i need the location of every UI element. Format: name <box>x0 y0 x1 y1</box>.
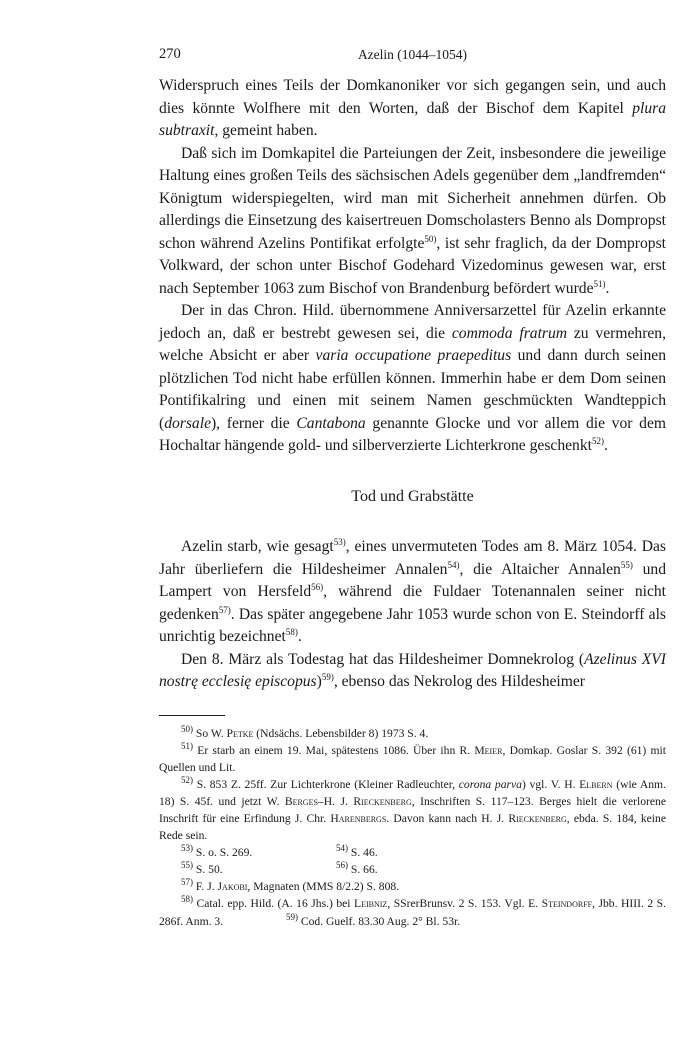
footnote-marker-59: 59) <box>286 911 298 922</box>
author-name: Harenbergs <box>330 811 387 825</box>
text-run: zu vermehren, welche Absicht er aber <box>159 324 667 364</box>
text-run: und dann durch seinen plötzlichen Tod nicht habe erfüllen können. Immerhin habe er dem Dom seinen Pontifikalring und einen mit seinem Namen geschmückten Wandteppich ( <box>159 347 667 432</box>
text-run: Den 8. März als Todestag hat das Hildesheimer Domnekrolog ( <box>181 650 585 668</box>
text-run: , ist sehr fraglich, da der Dompropst Volkward, der schon unter Bischof Godehard Vizedominus gewesen war, erst nach September 1063 zum Bischof von Brandenburg befördert wurde <box>159 234 666 297</box>
text-run: ) <box>316 673 322 690</box>
text-run: Catal. epp. Hild. (A. 16 Jhs.) bei <box>193 897 355 911</box>
section-title: Tod und Grabstätte <box>351 487 474 505</box>
author-name: Berges <box>284 794 318 808</box>
text-run: –H. J. <box>317 794 354 808</box>
footnote-marker: 57) <box>181 877 193 888</box>
footnote-ref-59[interactable]: 59) <box>321 671 334 682</box>
text-run: Azelin starb, wie gesagt <box>181 538 334 555</box>
text-run: , SSrerBrunsv. 2 S. 153. Vgl. E. <box>387 897 542 911</box>
text-run: S. 853 Z. 25ff. Zur Lichterkrone (Kleiner Radleuchter, <box>193 777 459 791</box>
text-run: , gemeint haben. <box>214 122 318 139</box>
footnote-marker: 50) <box>181 723 193 734</box>
footnote-marker: 55) <box>181 860 193 871</box>
page-header <box>159 46 666 66</box>
author-name: Steindorff <box>541 897 593 911</box>
text-run: So W. <box>193 726 227 740</box>
latin-phrase: commoda fratrum <box>451 324 568 342</box>
text-run: S. 46. <box>348 846 378 860</box>
text-run: S. 50. <box>193 863 223 877</box>
footnote-54 <box>336 844 378 861</box>
latin-phrase: Cantabona <box>296 414 366 432</box>
text-run: , ebenso das Nekrolog des Hildesheimer <box>333 673 585 690</box>
text-run: , ebda. S. 184, keine Rede sein. <box>159 811 666 843</box>
text-run: (wie Anm. 18) S. 45f. und jetzt W. <box>159 777 666 808</box>
author-name: Rieckenberg <box>353 794 412 808</box>
footnote-ref-57[interactable]: 57) <box>218 604 231 615</box>
text-run: . Das später angegebene Jahr 1053 wurde schon von E. Steindorff als unrichtig bezeichnet <box>159 605 666 645</box>
footnote-51 <box>159 742 666 776</box>
author-name: Petke <box>226 726 254 740</box>
main-text <box>159 75 666 694</box>
author-name: Jakobi <box>217 880 248 894</box>
text-run: . <box>605 279 610 297</box>
footnote-divider <box>159 715 225 716</box>
footnote-50 <box>159 725 666 742</box>
footnote-ref-58[interactable]: 58) <box>285 626 298 637</box>
footnote-53 <box>181 844 336 861</box>
text-run: , Domkap. Goslar S. 392 (61) mit Quellen und Lit. <box>159 743 666 774</box>
latin-phrase: Azelinus XVI nostrę ecclesię episcopus <box>159 650 667 690</box>
text-run: . <box>603 437 608 454</box>
footnote-marker: 58) <box>181 894 193 905</box>
paragraph-3 <box>159 300 666 458</box>
footnote-57 <box>159 878 666 895</box>
author-name: Elbern <box>579 777 613 791</box>
text-run: , Jbb. HIII. 2 S. 286f. Anm. 3. <box>159 897 667 928</box>
text-run: Daß sich im Domkapitel die Parteiungen der Zeit, insbesondere die jeweilige Haltung eines großen Teils des sächsischen Adels gegenüber dem „landfremden“ Königtum widerspiegelten, wird man mit Sicherheit annehmen dürfen. Ob allerdings die Einsetzung des kaisertreuen Domscholasters Benno als Dompropst schon während Azelins Pontifikat erfolgte <box>159 144 666 252</box>
text-run: ), ferner die <box>210 414 297 432</box>
text-run: ) vgl. V. H. <box>521 777 580 791</box>
footnote-marker: 54) <box>336 843 348 854</box>
text-run: Der in das Chron. Hild. übernommene Anniversarzettel für Azelin erkannte jedoch an, daß er bestrebt gewesen sei, die <box>159 302 666 342</box>
latin-phrase: varia occupatione praepeditus <box>315 347 512 364</box>
text-run: , die Altaicher Annalen <box>459 560 621 578</box>
text-run: S. o. S. 269. <box>193 846 253 860</box>
footnote-marker: 56) <box>336 860 348 871</box>
text-run: , Inschriften S. 117–123. Berges hielt die verlorene Inschrift für eine Erfindung J. Chr. <box>159 794 666 825</box>
text-run: (Ndsächs. Lebensbilder 8) 1973 S. 4. <box>253 726 429 740</box>
footnotes <box>159 725 666 930</box>
footnote-56 <box>336 861 378 878</box>
footnote-59: Cod. Guelf. 83.30 Aug. 2° Bl. 53r. <box>298 914 461 928</box>
footnote-row-53-54 <box>159 844 666 861</box>
footnote-ref-54[interactable]: 54) <box>447 559 460 570</box>
paragraph-5 <box>159 649 666 694</box>
footnote-ref-53[interactable]: 53) <box>333 536 346 547</box>
text-run: Er starb an einem 19. Mai, spätestens 1086. Über ihn R. <box>193 743 475 757</box>
text-run: und Lampert von Hersfeld <box>159 560 666 600</box>
author-name: Meier <box>474 743 503 757</box>
latin-phrase: plura subtraxit <box>159 99 666 139</box>
paragraph-4 <box>159 536 666 649</box>
paragraph-2 <box>159 143 666 301</box>
paragraph-1 <box>159 75 666 143</box>
text-run: , Magnaten (MMS 8/2.2) S. 808. <box>247 880 400 894</box>
text-run: Widerspruch eines Teils der Domkanoniker vor sich gegangen sein, und auch dies könnte Wolfhere mit den Worten, daß der Bischof dem Kapitel <box>159 77 666 117</box>
text-run: S. 66. <box>348 863 378 877</box>
footnote-marker: 53) <box>181 843 193 854</box>
footnote-marker: 51) <box>181 740 193 751</box>
book-page <box>159 46 666 930</box>
running-title: Azelin (1044–1054) <box>357 47 468 62</box>
footnote-ref-51[interactable]: 51) <box>593 278 606 289</box>
footnote-row-55-56 <box>159 861 666 878</box>
footnote-ref-55[interactable]: 55) <box>620 559 633 570</box>
page-number: 270 <box>159 46 181 62</box>
author-name: Rieckenberg <box>508 811 567 825</box>
footnote-52 <box>159 776 666 844</box>
text-run: F. J. <box>193 880 218 894</box>
text-run: genannte Glocke und vor allem die vor dem Hochaltar hängende gold- und silberverzierte Lichterkrone geschenkt <box>159 414 667 454</box>
text-run: . Davon kann nach H. J. <box>386 811 509 825</box>
footnote-58 <box>159 895 666 929</box>
latin-phrase: corona parva <box>458 777 522 791</box>
footnote-ref-52[interactable]: 52) <box>591 435 604 446</box>
text-run: , eines unvermuteten Todes am 8. März 1054. Das Jahr überliefern die Hildesheimer Annalen <box>159 538 666 578</box>
footnote-ref-56[interactable]: 56) <box>311 581 324 592</box>
footnote-ref-50[interactable]: 50) <box>424 233 437 244</box>
author-name: Leibniz <box>354 897 388 911</box>
footnote-55 <box>181 861 336 878</box>
footnote-marker: 52) <box>181 774 193 785</box>
text-run: , während die Fuldaer Totenannalen seiner nicht gedenken <box>159 583 667 623</box>
latin-phrase: dorsale <box>164 414 211 432</box>
text-run: . <box>297 628 302 645</box>
